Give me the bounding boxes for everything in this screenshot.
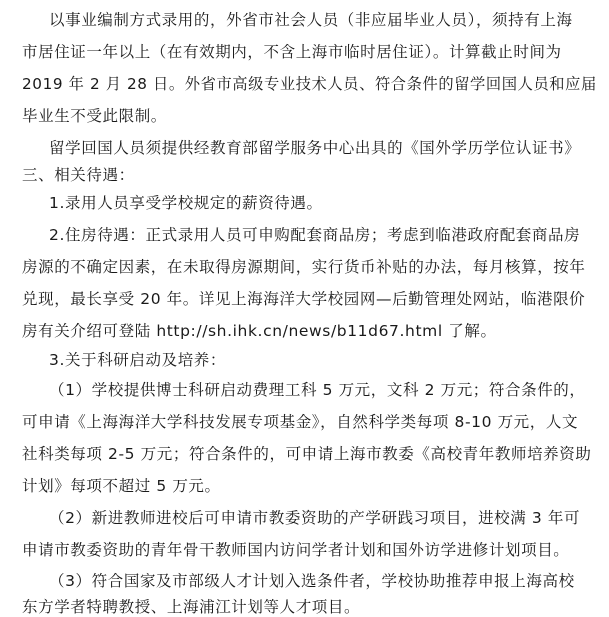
sub-list-item: （2）新进教师进校后可申请市教委资助的产学研践习项目，进校满 3 年可 bbox=[49, 509, 581, 527]
paragraph-line-with-link: 房有关介绍可登陆 http://sh.ihk.cn/news/b11d67.html 了解。 bbox=[22, 322, 497, 340]
paragraph-line: 东方学者特聘教授、上海浦江计划等人才项目。 bbox=[22, 598, 361, 616]
list-item: 1.录用人员享受学校规定的薪资待遇。 bbox=[49, 194, 323, 212]
paragraph-line: 市居住证一年以上（在有效期内，不含上海市临时居住证）。计算截止时间为 bbox=[22, 43, 562, 61]
paragraph-line: 计划》每项不超过 5 万元。 bbox=[22, 477, 221, 495]
paragraph-line: 2019 年 2 月 28 日。外省市高级专业技术人员、符合条件的留学回国人员和应届 bbox=[22, 75, 597, 93]
section-heading: 三、相关待遇： bbox=[22, 166, 135, 184]
paragraph-line: 以事业编制方式录用的，外省市社会人员（非应届毕业人员），须持有上海 bbox=[49, 11, 573, 29]
list-item: 2.住房待遇：正式录用人员可申购配套商品房；考虑到临港政府配套商品房 bbox=[49, 226, 581, 244]
paragraph-line: 可申请《上海海洋大学科技发展专项基金》，自然科学类每项 8-10 万元，人文 bbox=[22, 413, 579, 431]
sub-list-item: （1）学校提供博士科研启动费理工科 5 万元，文科 2 万元；符合条件的， bbox=[49, 381, 586, 399]
paragraph-line: 社科类每项 2-5 万元；符合条件的，可申请上海市教委《高校青年教师培养资助 bbox=[22, 445, 592, 463]
sub-list-item: （3）符合国家及市部级人才计划入选条件者，学校协助推荐申报上海高校 bbox=[49, 572, 575, 590]
paragraph-line: 毕业生不受此限制。 bbox=[22, 107, 167, 125]
paragraph-line: 房源的不确定因素，在未取得房源期间，实行货币补贴的办法，每月核算，按年 bbox=[22, 258, 586, 276]
paragraph-line: 兑现，最长享受 20 年。详见上海海洋大学校园网—后勤管理处网站，临港限价 bbox=[22, 290, 586, 308]
paragraph-line: 申请市教委资助的青年骨干教师国内访问学者计划和国外访学进修计划项目。 bbox=[22, 541, 570, 559]
paragraph-line: 留学回国人员须提供经教育部留学服务中心出具的《国外学历学位认证书》 bbox=[49, 139, 581, 157]
list-item: 3.关于科研启动及培养： bbox=[49, 351, 226, 369]
